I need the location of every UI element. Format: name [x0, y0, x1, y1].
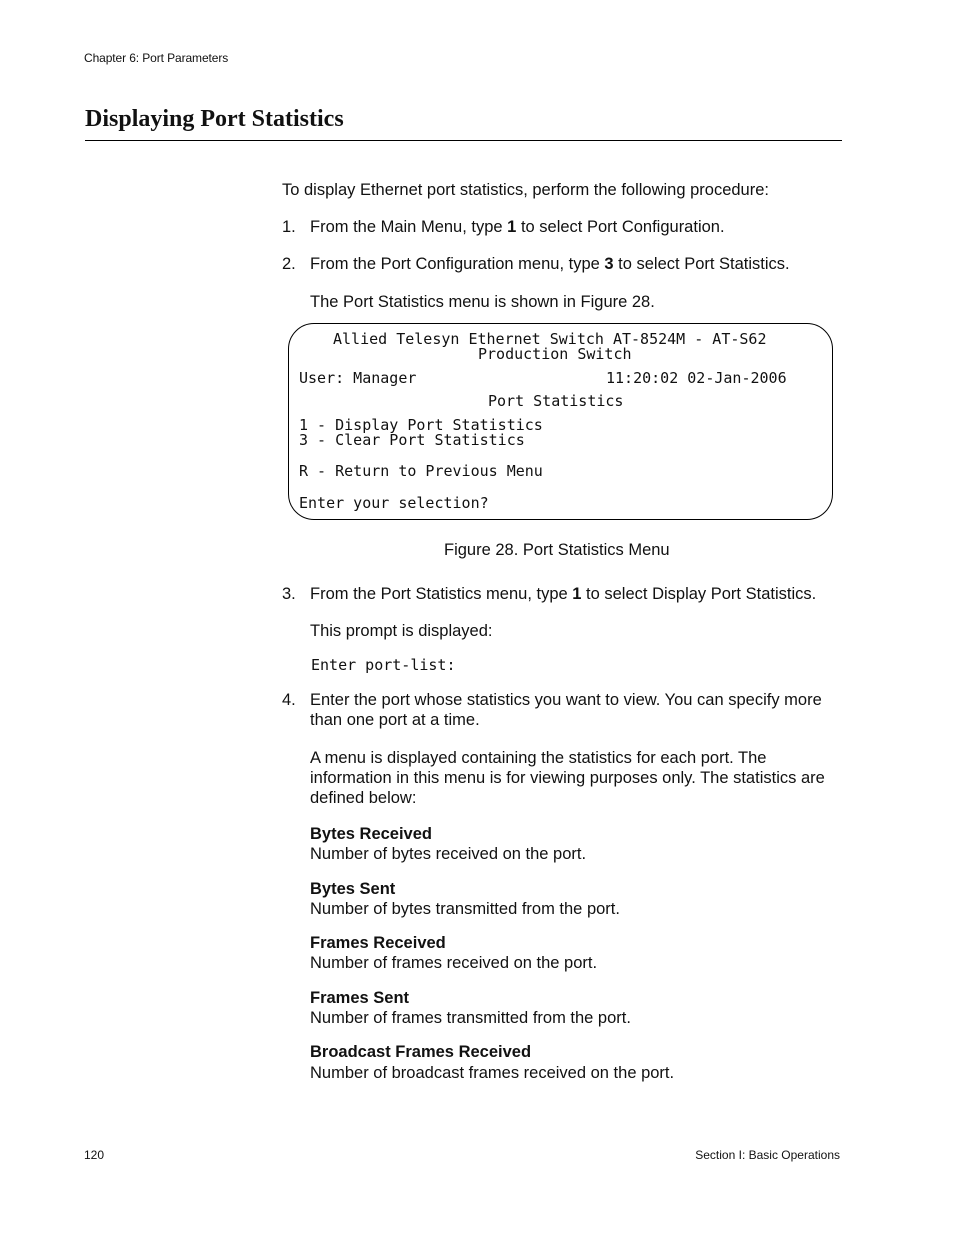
- terminal-option-1: 1 - Display Port Statistics: [299, 416, 543, 434]
- figure-caption: Figure 28. Port Statistics Menu: [444, 541, 670, 559]
- step-4-line-1: Enter the port whose statistics you want to view. You can specify more: [310, 691, 822, 709]
- definition-description: Number of frames transmitted from the port.: [310, 1009, 631, 1027]
- section-title: Displaying Port Statistics: [85, 106, 344, 132]
- definition-description: Number of broadcast frames received on the port.: [310, 1064, 675, 1082]
- terminal-subtitle: Production Switch: [478, 345, 632, 363]
- menu-desc-line-2: information in this menu is for viewing purposes only. The statistics are: [310, 769, 825, 787]
- definition-term: Frames Sent: [310, 989, 410, 1007]
- step-1-number: 1.: [282, 218, 296, 236]
- menu-desc-line-3: defined below:: [310, 789, 417, 807]
- terminal-option-3: 3 - Clear Port Statistics: [299, 431, 525, 449]
- definition-term: Frames Received: [310, 934, 446, 952]
- definition-term: Bytes Sent: [310, 880, 396, 898]
- step-3-number: 3.: [282, 585, 296, 603]
- step-3-text: From the Port Statistics menu, type 1 to select Display Port Statistics.: [310, 585, 817, 603]
- terminal-datetime: 11:20:02 02-Jan-2006: [606, 369, 787, 387]
- definition-description: Number of frames received on the port.: [310, 954, 598, 972]
- title-rule: [85, 140, 842, 141]
- menu-shown-text: The Port Statistics menu is shown in Figure 28.: [310, 293, 655, 311]
- definition-term: Broadcast Frames Received: [310, 1043, 532, 1061]
- step-2-number: 2.: [282, 255, 296, 273]
- prompt-code: Enter port-list:: [311, 656, 456, 674]
- prompt-displayed-text: This prompt is displayed:: [310, 622, 493, 640]
- terminal-screen: [288, 323, 833, 520]
- terminal-return-option: R - Return to Previous Menu: [299, 462, 543, 480]
- page-number: 120: [84, 1148, 105, 1162]
- definition-description: Number of bytes transmitted from the port.: [310, 900, 620, 918]
- step-4-line-2: than one port at a time.: [310, 711, 480, 729]
- footer-section: Section I: Basic Operations: [695, 1148, 840, 1162]
- step-4-number: 4.: [282, 691, 296, 709]
- menu-desc-line-1: A menu is displayed containing the statistics for each port. The: [310, 749, 767, 767]
- chapter-header: Chapter 6: Port Parameters: [84, 51, 229, 65]
- terminal-menu-title: Port Statistics: [488, 392, 624, 410]
- step-2-text: From the Port Configuration menu, type 3 to select Port Statistics.: [310, 255, 790, 273]
- terminal-user: User: Manager: [299, 369, 417, 387]
- terminal-prompt: Enter your selection?: [299, 494, 489, 512]
- step-1-text: From the Main Menu, type 1 to select Port Configuration.: [310, 218, 725, 236]
- definition-description: Number of bytes received on the port.: [310, 845, 587, 863]
- intro-paragraph: To display Ethernet port statistics, perform the following procedure:: [282, 181, 769, 199]
- definition-term: Bytes Received: [310, 825, 432, 843]
- terminal-title: Allied Telesyn Ethernet Switch AT-8524M - AT-S62: [333, 330, 767, 348]
